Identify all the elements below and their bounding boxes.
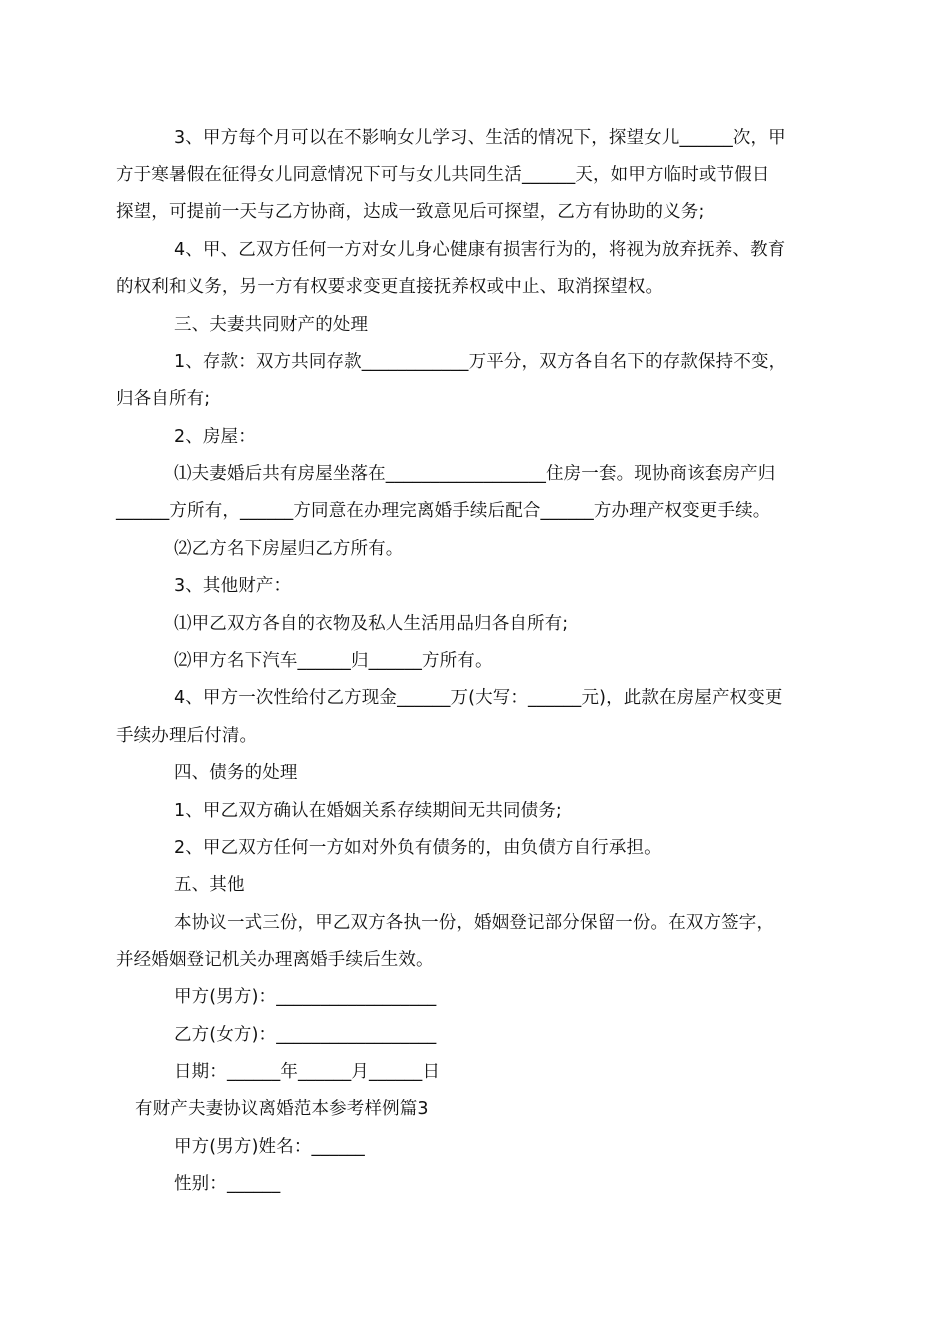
housing-item-1-line-2: ______方所有，______方同意在办理完离婚手续后配合______方办理产权变更手续。 bbox=[116, 501, 771, 521]
sample-3-title: 有财产夫妻协议离婚范本参考样例篇3 bbox=[135, 1099, 429, 1119]
clause-3-visitation-line-1: 3、甲方每个月可以在不影响女儿学习、生活的情况下，探望女儿______次，甲 bbox=[174, 128, 786, 148]
signature-party-a: 甲方(男方)：__________________ bbox=[174, 987, 437, 1007]
gender-field: 性别：______ bbox=[174, 1174, 281, 1194]
clause-3-visitation-line-3: 探望，可提前一天与乙方协商，达成一致意见后可探望，乙方有协助的义务; bbox=[116, 202, 705, 222]
housing-item-1-line-1: ⑴夫妻婚后共有房屋坐落在__________________住房一套。现协商该套房产归 bbox=[174, 464, 776, 484]
cash-payment-line-1: 4、甲方一次性给付乙方现金______万(大写：______元)，此款在房屋产权变更 bbox=[174, 688, 783, 708]
section-3-heading: 三、夫妻共同财产的处理 bbox=[174, 315, 369, 335]
deposit-clause-line-2: 归各自所有; bbox=[116, 389, 211, 409]
copies-clause-line-2: 并经婚姻登记机关办理离婚手续后生效。 bbox=[116, 950, 434, 970]
section-4-heading: 四、债务的处理 bbox=[174, 763, 298, 783]
section-5-heading: 五、其他 bbox=[174, 875, 245, 895]
party-a-name-field: 甲方(男方)姓名：______ bbox=[174, 1137, 365, 1157]
deposit-clause-line-1: 1、存款：双方共同存款____________万平分，双方各自名下的存款保持不变， bbox=[174, 352, 787, 372]
housing-item-2: ⑵乙方名下房屋归乙方所有。 bbox=[174, 539, 404, 559]
clause-3-visitation-line-2: 方于寒暑假在征得女儿同意情况下可与女儿共同生活______天，如甲方临时或节假日 bbox=[116, 165, 770, 185]
debt-clause-1: 1、甲乙双方确认在婚姻关系存续期间无共同债务; bbox=[174, 801, 562, 821]
other-property-item-1: ⑴甲乙双方各自的衣物及私人生活用品归各自所有; bbox=[174, 614, 569, 634]
debt-clause-2: 2、甲乙双方任何一方如对外负有债务的，由负债方自行承担。 bbox=[174, 838, 662, 858]
housing-clause-heading: 2、房屋： bbox=[174, 427, 256, 447]
clause-4-harm-line-1: 4、甲、乙双方任何一方对女儿身心健康有损害行为的，将视为放弃抚养、教育 bbox=[174, 240, 786, 260]
other-property-item-2: ⑵甲方名下汽车______归______方所有。 bbox=[174, 651, 493, 671]
clause-4-harm-line-2: 的权利和义务，另一方有权要求变更直接抚养权或中止、取消探望权。 bbox=[116, 277, 664, 297]
signature-party-b: 乙方(女方)：__________________ bbox=[174, 1025, 437, 1045]
other-property-heading: 3、其他财产： bbox=[174, 576, 292, 596]
signature-date: 日期：______年______月______日 bbox=[174, 1062, 441, 1082]
copies-clause-line-1: 本协议一式三份，甲乙双方各执一份，婚姻登记部分保留一份。在双方签字， bbox=[174, 913, 775, 933]
cash-payment-line-2: 手续办理后付清。 bbox=[116, 726, 258, 746]
